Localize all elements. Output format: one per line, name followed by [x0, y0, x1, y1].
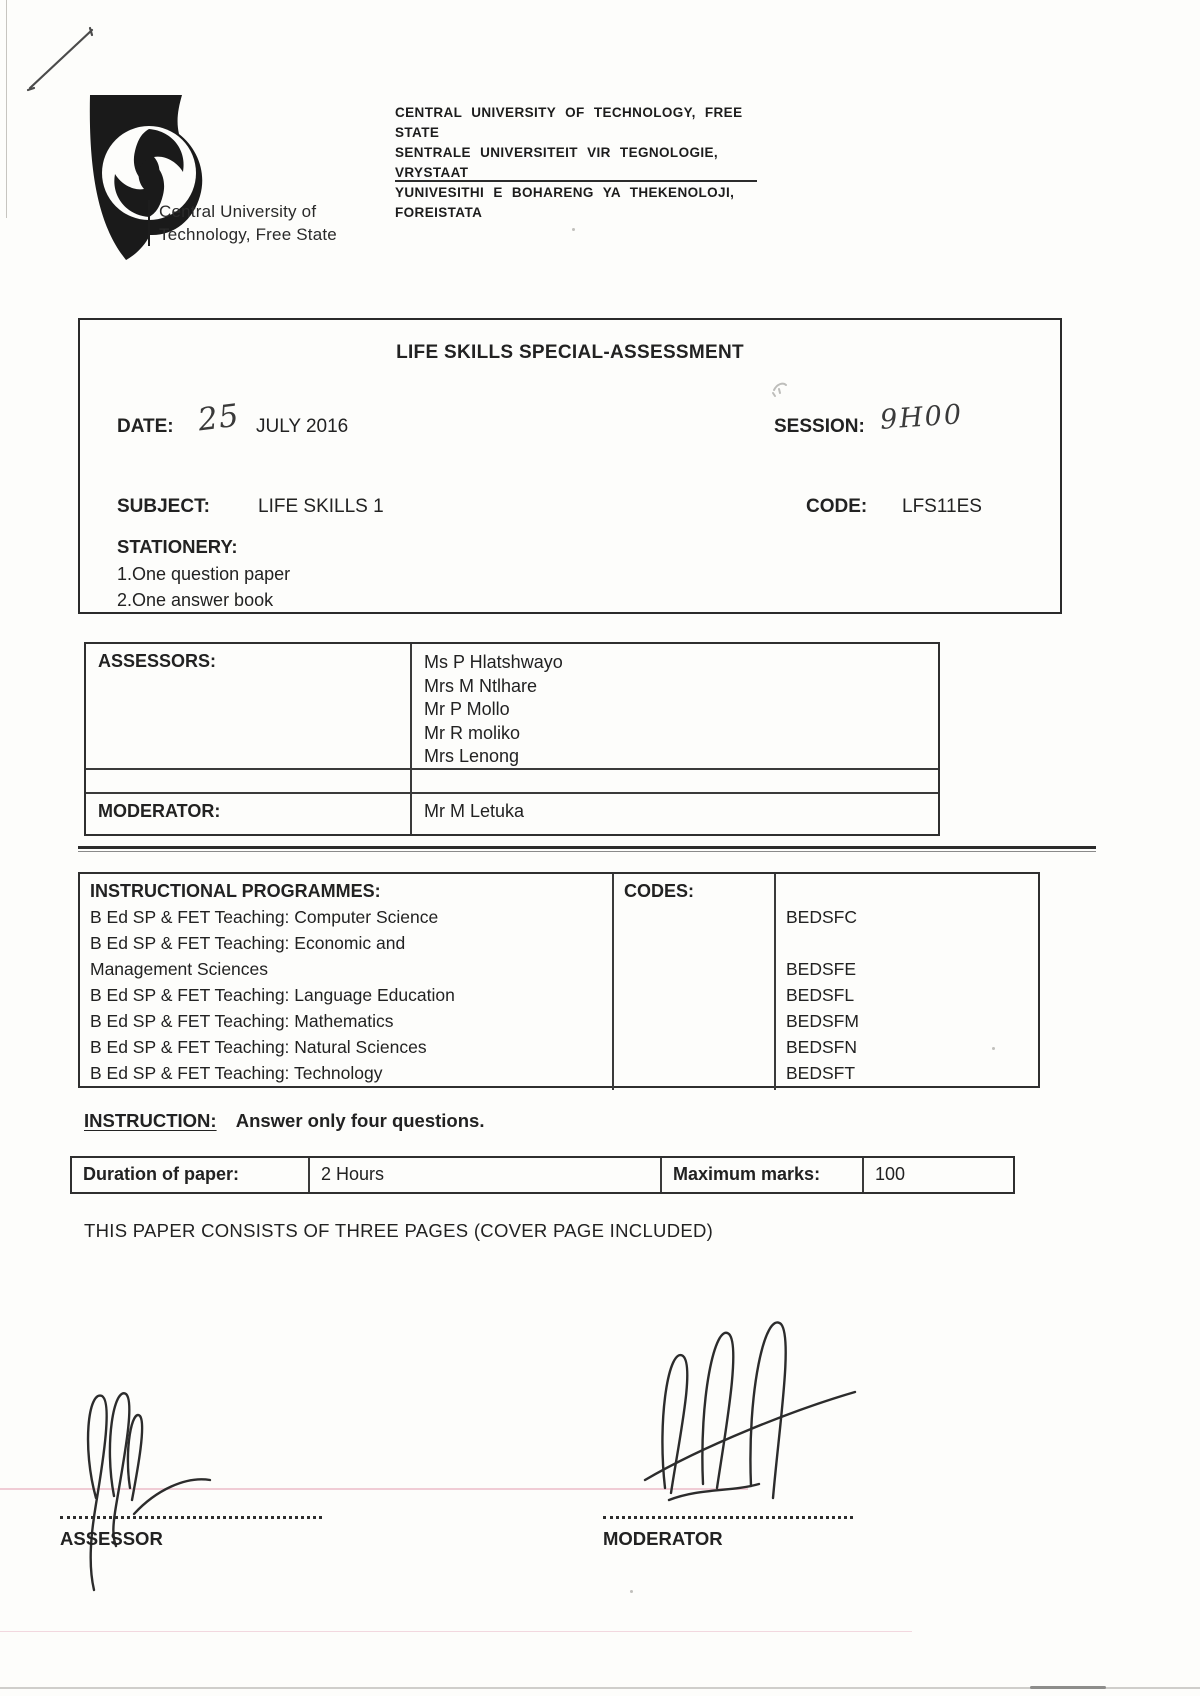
pen-check-mark: [20, 20, 110, 98]
programme-row: B Ed SP & FET Teaching: Language Education: [90, 985, 455, 1005]
stationery-item-1: 1.One question paper: [117, 564, 291, 584]
assessor-signature: [58, 1338, 248, 1596]
institution-name-afrikaans: SENTRALE UNIVERSITEIT VIR TEGNOLOGIE, VRYSTAAT: [395, 145, 719, 180]
code-value: BEDSFN: [786, 1037, 857, 1057]
ink-smudge: [768, 376, 790, 400]
programme-row: B Ed SP & FET Teaching: Computer Science: [90, 907, 439, 927]
paper-title: LIFE SKILLS SPECIAL-ASSESSMENT: [396, 342, 744, 363]
programmes-header: INSTRUCTIONAL PROGRAMMES:: [90, 881, 381, 901]
moderator-signature: [633, 1288, 868, 1533]
subject-label: SUBJECT:: [117, 496, 210, 517]
code-value: LFS11ES: [902, 496, 982, 517]
moderator-caption: MODERATOR: [603, 1528, 723, 1549]
programmes-table: [78, 872, 1040, 1088]
code-label: CODE:: [806, 496, 868, 517]
programme-row: B Ed SP & FET Teaching: Mathematics: [90, 1011, 394, 1031]
stationery-label: STATIONERY:: [117, 536, 238, 557]
institution-header: [395, 103, 795, 223]
assessment-info-box: [78, 318, 1062, 614]
assessor-name: Mrs M Ntlhare: [424, 675, 538, 696]
programme-row: B Ed SP & FET Teaching: Natural Sciences: [90, 1037, 427, 1057]
header-rule: [395, 180, 757, 182]
date-handwritten-value: 25: [195, 397, 242, 439]
staff-table: [84, 642, 940, 836]
logo-wordmark-line2: Technology, Free State: [159, 225, 337, 244]
codes-header: CODES:: [624, 881, 695, 901]
scan-speck: [630, 1590, 633, 1593]
scan-bottom-dash: [1030, 1686, 1106, 1689]
instruction-label: INSTRUCTION:: [84, 1110, 217, 1131]
assessor-caption: ASSESSOR: [60, 1528, 163, 1549]
moderator-name: Mr M Letuka: [424, 801, 525, 821]
code-value: BEDSFE: [786, 959, 857, 979]
pages-note: THIS PAPER CONSISTS OF THREE PAGES (COVER PAGE INCLUDED): [84, 1220, 714, 1241]
scan-edge-line: [6, 0, 7, 218]
code-spacer: [786, 878, 1032, 904]
programme-row: B Ed SP & FET Teaching: Economic and: [90, 933, 406, 953]
empty-cell: [412, 770, 938, 794]
programme-row: Management Sciences: [90, 959, 269, 979]
institution-name-sesotho: YUNIVESITHI E BOHARENG YA THEKENOLOJI, FOREISTATA: [395, 185, 735, 220]
section-divider-rule: [78, 846, 1096, 852]
marks-label: Maximum marks:: [662, 1158, 864, 1192]
code-value: BEDSFL: [786, 985, 855, 1005]
institution-name-english: CENTRAL UNIVERSITY OF TECHNOLOGY, FREE STATE: [395, 105, 743, 140]
assessor-name: Mr P Mollo: [424, 699, 510, 719]
instruction-text: Answer only four questions.: [235, 1110, 485, 1131]
programme-row: B Ed SP & FET Teaching: Technology: [90, 1063, 383, 1083]
assessor-name: Mrs Lenong: [424, 746, 520, 766]
programmes-column: [80, 874, 614, 1090]
assessor-name: Ms P Hlatshwayo: [424, 652, 563, 672]
date-printed-value: JULY 2016: [256, 416, 349, 437]
duration-value: 2 Hours: [310, 1158, 662, 1192]
session-handwritten-value: 9H00: [879, 399, 965, 436]
empty-cell: [86, 770, 412, 794]
session-label: SESSION:: [774, 416, 865, 437]
assessors-list: [412, 644, 938, 770]
moderator-signature-line: [603, 1516, 853, 1519]
assessor-signature-line: [60, 1516, 322, 1519]
scan-pink-line: [0, 1631, 912, 1632]
codes-header-column: [614, 874, 776, 1090]
scan-speck: [572, 228, 575, 231]
code-value: BEDSFM: [786, 1011, 859, 1031]
code-value: [786, 930, 1032, 956]
code-value: BEDSFT: [786, 1063, 856, 1083]
duration-marks-table: [70, 1156, 1015, 1194]
assessor-name: Mr R moliko: [424, 722, 521, 743]
logo-wordmark-line1: Central University of: [159, 202, 317, 221]
date-label: DATE:: [117, 416, 174, 437]
duration-label: Duration of paper:: [72, 1158, 310, 1192]
marks-value: 100: [875, 1164, 906, 1184]
stationery-item-2: 2.One answer book: [117, 590, 274, 610]
moderator-label: MODERATOR:: [86, 794, 412, 834]
instruction-line: [84, 1110, 484, 1132]
scan-bottom-line: [0, 1687, 1200, 1689]
code-value: BEDSFC: [786, 907, 857, 927]
logo-wordmark: [148, 200, 337, 246]
subject-value: LIFE SKILLS 1: [258, 496, 384, 517]
assessors-label: ASSESSORS:: [86, 644, 412, 770]
codes-values-column: [776, 874, 1042, 1090]
